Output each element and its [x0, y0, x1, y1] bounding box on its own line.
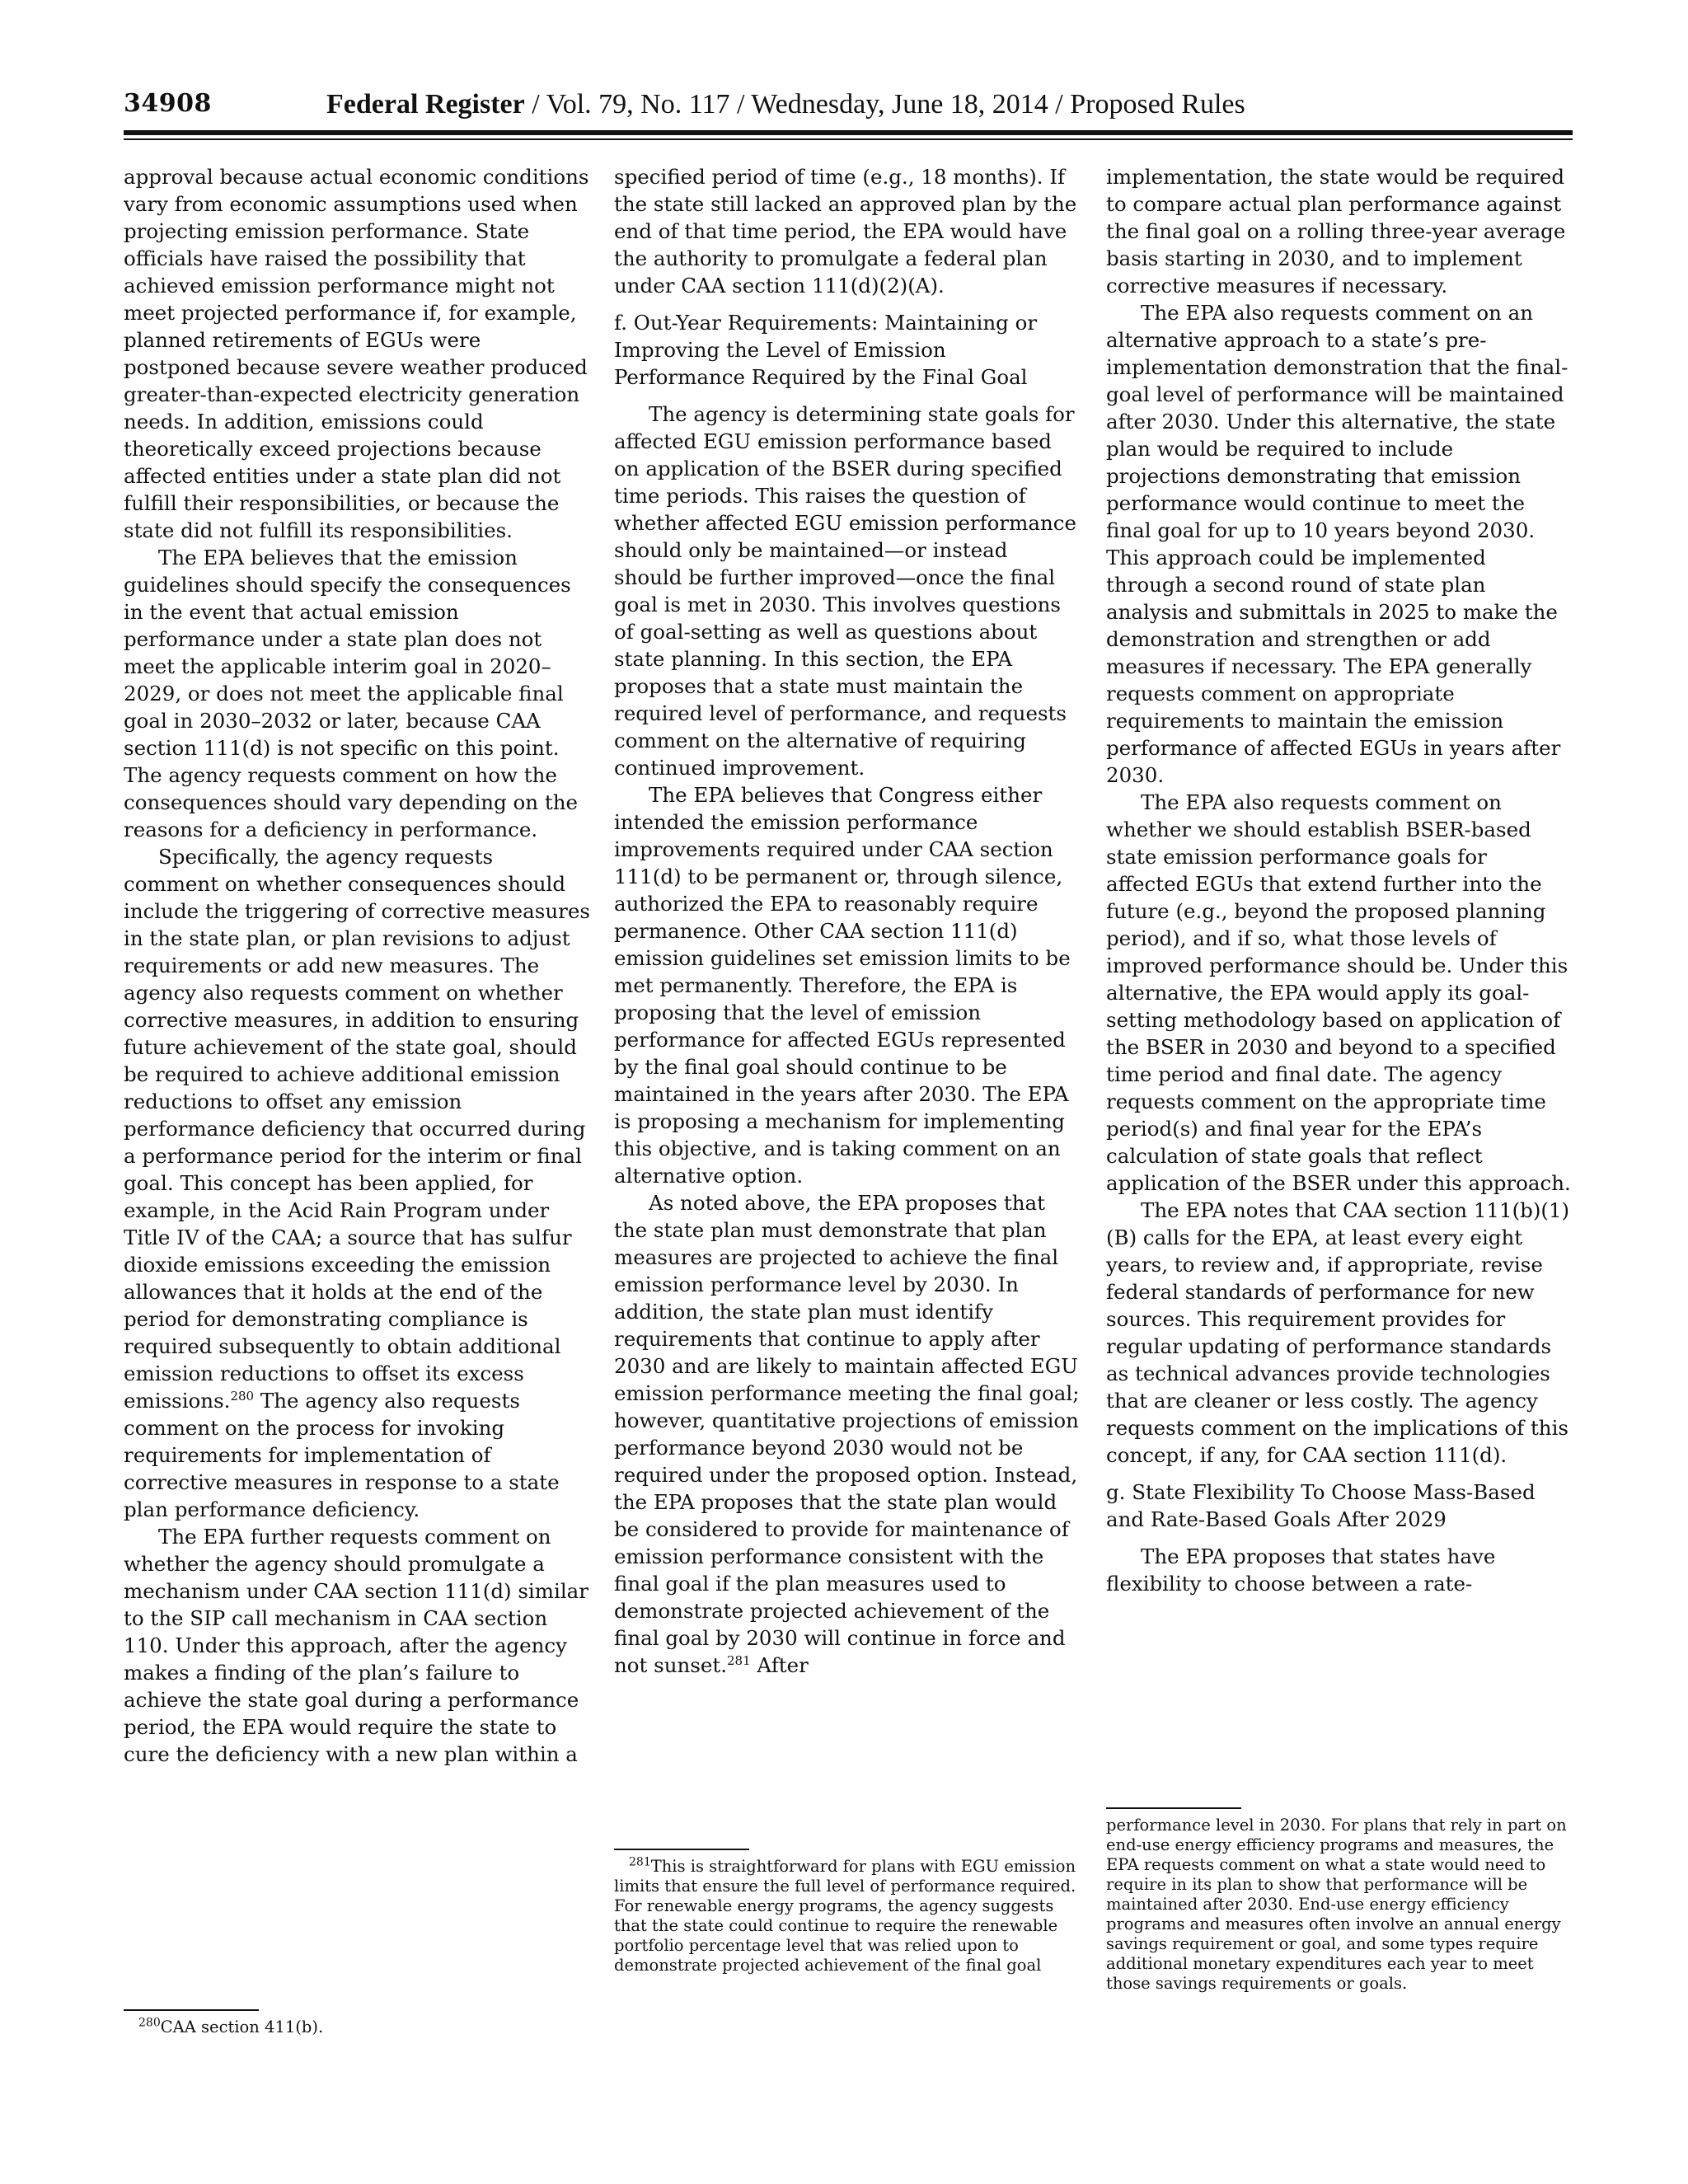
- paragraph: The EPA believes that Congress either intended the emission performance improvements required under CAA section 111(d) to be permanent or, through silence, authorized the EPA to reasonably require permanence. Other CAA section 111(d) emission guidelines set emission limits to be met permanently. Therefore, the EPA is proposing that the level of emission performance for affected EGUs represented by the final goal should continue to be maintained in the years after 2030. The EPA is proposing a mechanism for implementing this objective, and is taking comment on an alternative option.: [614, 783, 1071, 1188]
- page-header: [124, 89, 1573, 122]
- page-number: 34908: [124, 89, 212, 118]
- header-rule-thick: [124, 130, 1573, 135]
- header-rule-thin: [124, 138, 1573, 140]
- publication-name: Federal Register: [326, 89, 525, 120]
- paragraph-text: As noted above, the EPA proposes that the state plan must demonstrate that plan measures are projected to achieve the final emission performance level by 2030. In addition, the state plan must identify requirements that continue to apply after 2030 and are likely to maintain affected EGU emission performance meeting the final goal; however, quantitative projections of emission performance beyond 2030 would not be required under the proposed option. Instead, the EPA proposes that the state plan would be considered to provide for maintenance of emission performance consistent with the final goal if the plan measures used to demonstrate projected achievement of the final goal by 2030 will continue in force and not sunset.: [614, 1191, 1080, 1677]
- footnote-rule: [614, 1849, 749, 1850]
- text-column-3: [1106, 163, 1573, 2059]
- issue-info: / Vol. 79, No. 117 / Wednesday, June 18, 2014 / Proposed Rules: [524, 89, 1245, 120]
- footnote-text: CAA section 411(b).: [160, 2018, 324, 2036]
- paragraph: [614, 1189, 1081, 1679]
- paragraph: The EPA proposes that states have flexibility to choose between a rate-: [1106, 1544, 1496, 1596]
- paragraph: The agency is determining state goals for affected EGU emission performance based on application of the BSER during specified time periods. This raises the question of whether affected EGU emission performance should only be maintained—or instead should be further improved—once the final goal is met in 2030. This involves questions of goal-setting as well as questions about state planning. In this section, the EPA proposes that a state must maintain the required level of performance, and requests comment on the alternative of requiring continued improvement.: [614, 402, 1076, 780]
- footnote-area-1: [124, 2009, 590, 2037]
- footnote-rule: [1106, 1807, 1241, 1809]
- footnote: [614, 1857, 1081, 1975]
- text-column-1: [124, 163, 590, 2059]
- paragraph: The EPA also requests comment on whether we should establish BSER-based state emission performance goals for affected EGUs that extend further into the future (e.g., beyond the proposed planning period), and if so, what those levels of improved performance should be. Under this alternative, the EPA would apply its goal-setting methodology based on application of the BSER in 2030 and beyond to a specified time period and final date. The agency requests comment on the appropriate time period(s) and final year for the EPA’s calculation of state goals that reflect application of the BSER under this approach.: [1106, 790, 1571, 1195]
- footnote-text: This is straightforward for plans with EGU emission limits that ensure the full level of performance required. For renewable energy programs, the agency suggests that the state could continue to require the renewable portfolio percentage level that was relied upon to demonstrate projected achievement of the final goal: [614, 1857, 1076, 1975]
- paragraph: The EPA believes that the emission guidelines should specify the consequences in the event that actual emission performance under a state plan does not meet the applicable interim goal in 2020–2029, or does not meet the applicable final goal in 2030–2032 or later, because CAA section 111(d) is not specific on this point. The agency requests comment on how the consequences should vary depending on the reasons for a deficiency in performance.: [124, 546, 578, 841]
- paragraph: implementation, the state would be required to compare actual plan performance against the final goal on a rolling three-year average basis starting in 2030, and to implement corrective measures if necessary.: [1106, 165, 1566, 298]
- section-heading: g. State Flexibility To Choose Mass-Based and Rate-Based Goals After 2029: [1106, 1480, 1536, 1531]
- footnote-rule: [124, 2009, 259, 2011]
- text-column-2: [614, 163, 1081, 2059]
- paragraph: The EPA notes that CAA section 111(b)(1)(B) calls for the EPA, at least every eight years, to review and, if appropriate, revise federal standards of performance for new sources. This requirement provides for regular updating of performance standards as technical advances provide technologies that are cleaner or less costly. The agency requests comment on the implications of this concept, if any, for CAA section 111(d).: [1106, 1198, 1570, 1467]
- paragraph: specified period of time (e.g., 18 months). If the state still lacked an approved plan by the end of that time period, the EPA would have the authority to promulgate a federal plan under CAA section 111(d)(2)(A).: [614, 165, 1077, 298]
- section-heading: f. Out-Year Requirements: Maintaining or Improving the Level of Emission Performance Required by the Final Goal: [614, 311, 1038, 389]
- footnote: [124, 2018, 590, 2037]
- paragraph: approval because actual economic conditions vary from economic assumptions used when projecting emission performance. State officials have raised the possibility that achieved emission performance might not meet projected performance if, for example, planned retirements of EGUs were postponed because severe weather produced greater-than-expected electricity generation needs. In addition, emissions could theoretically exceed projections because affected entities under a state plan did not fulfill their responsibilities, or because the state did not fulfill its responsibilities.: [124, 165, 589, 542]
- footnote-ref: 281: [727, 1652, 751, 1668]
- footnote-ref: 280: [230, 1388, 255, 1404]
- paragraph-text: The agency also requests comment on the process for invoking requirements for implementation of corrective measures in response to a state plan performance deficiency.: [124, 1389, 560, 1521]
- paragraph-text: Specifically, the agency requests comment on whether consequences should include the triggering of corrective measures in the state plan, or plan revisions to adjust requirements or add new measures. The agency also requests comment on whether corrective measures, in addition to ensuring future achievement of the state goal, should be required to achieve additional emission reductions to offset any emission performance deficiency that occurred during a performance period for the interim or final goal. This concept has been applied, for example, in the Acid Rain Program under Title IV of the CAA; a source that has sulfur dioxide emissions exceeding the emission allowances that it holds at the end of the period for demonstrating compliance is required subsequently to obtain additional emission reductions to offset its excess emissions.: [124, 845, 590, 1413]
- paragraph-text: After: [750, 1653, 809, 1677]
- footnote-number: 280: [138, 2016, 161, 2030]
- paragraph: [124, 843, 590, 1523]
- paragraph: The EPA further requests comment on whether the agency should promulgate a mechanism under CAA section 111(d) similar to the SIP call mechanism in CAA section 110. Under this approach, after the agency makes a finding of the plan’s failure to achieve the state goal during a performance period, the EPA would require the state to cure the deficiency with a new plan within a: [124, 1525, 588, 1766]
- footnote-area-3: [1106, 1807, 1573, 1994]
- footnote-area-2: [614, 1849, 1081, 1975]
- footnote-continued: performance level in 2030. For plans that rely in part on end-use energy efficiency programs and measures, the EPA requests comment on what a state would need to require in its plan to show that performance will be maintained after 2030. End-use energy efficiency programs and measures often involve an annual energy savings requirement or goal, and some types require additional monetary expenditures each year to meet those savings requirements or goals.: [1106, 1816, 1567, 1993]
- running-head: [326, 89, 1245, 120]
- footnote-number: 281: [629, 1855, 651, 1869]
- paragraph: The EPA also requests comment on an alternative approach to a state’s pre-implementation demonstration that the final-goal level of performance will be maintained after 2030. Under this alternative, the state plan would be required to include projections demonstrating that emission performance would continue to meet the final goal for up to 10 years beyond 2030. This approach could be implemented through a second round of state plan analysis and submittals in 2025 to make the demonstration and strengthen or add measures if necessary. The EPA generally requests comment on appropriate requirements to maintain the emission performance of affected EGUs in years after 2030.: [1106, 301, 1568, 787]
